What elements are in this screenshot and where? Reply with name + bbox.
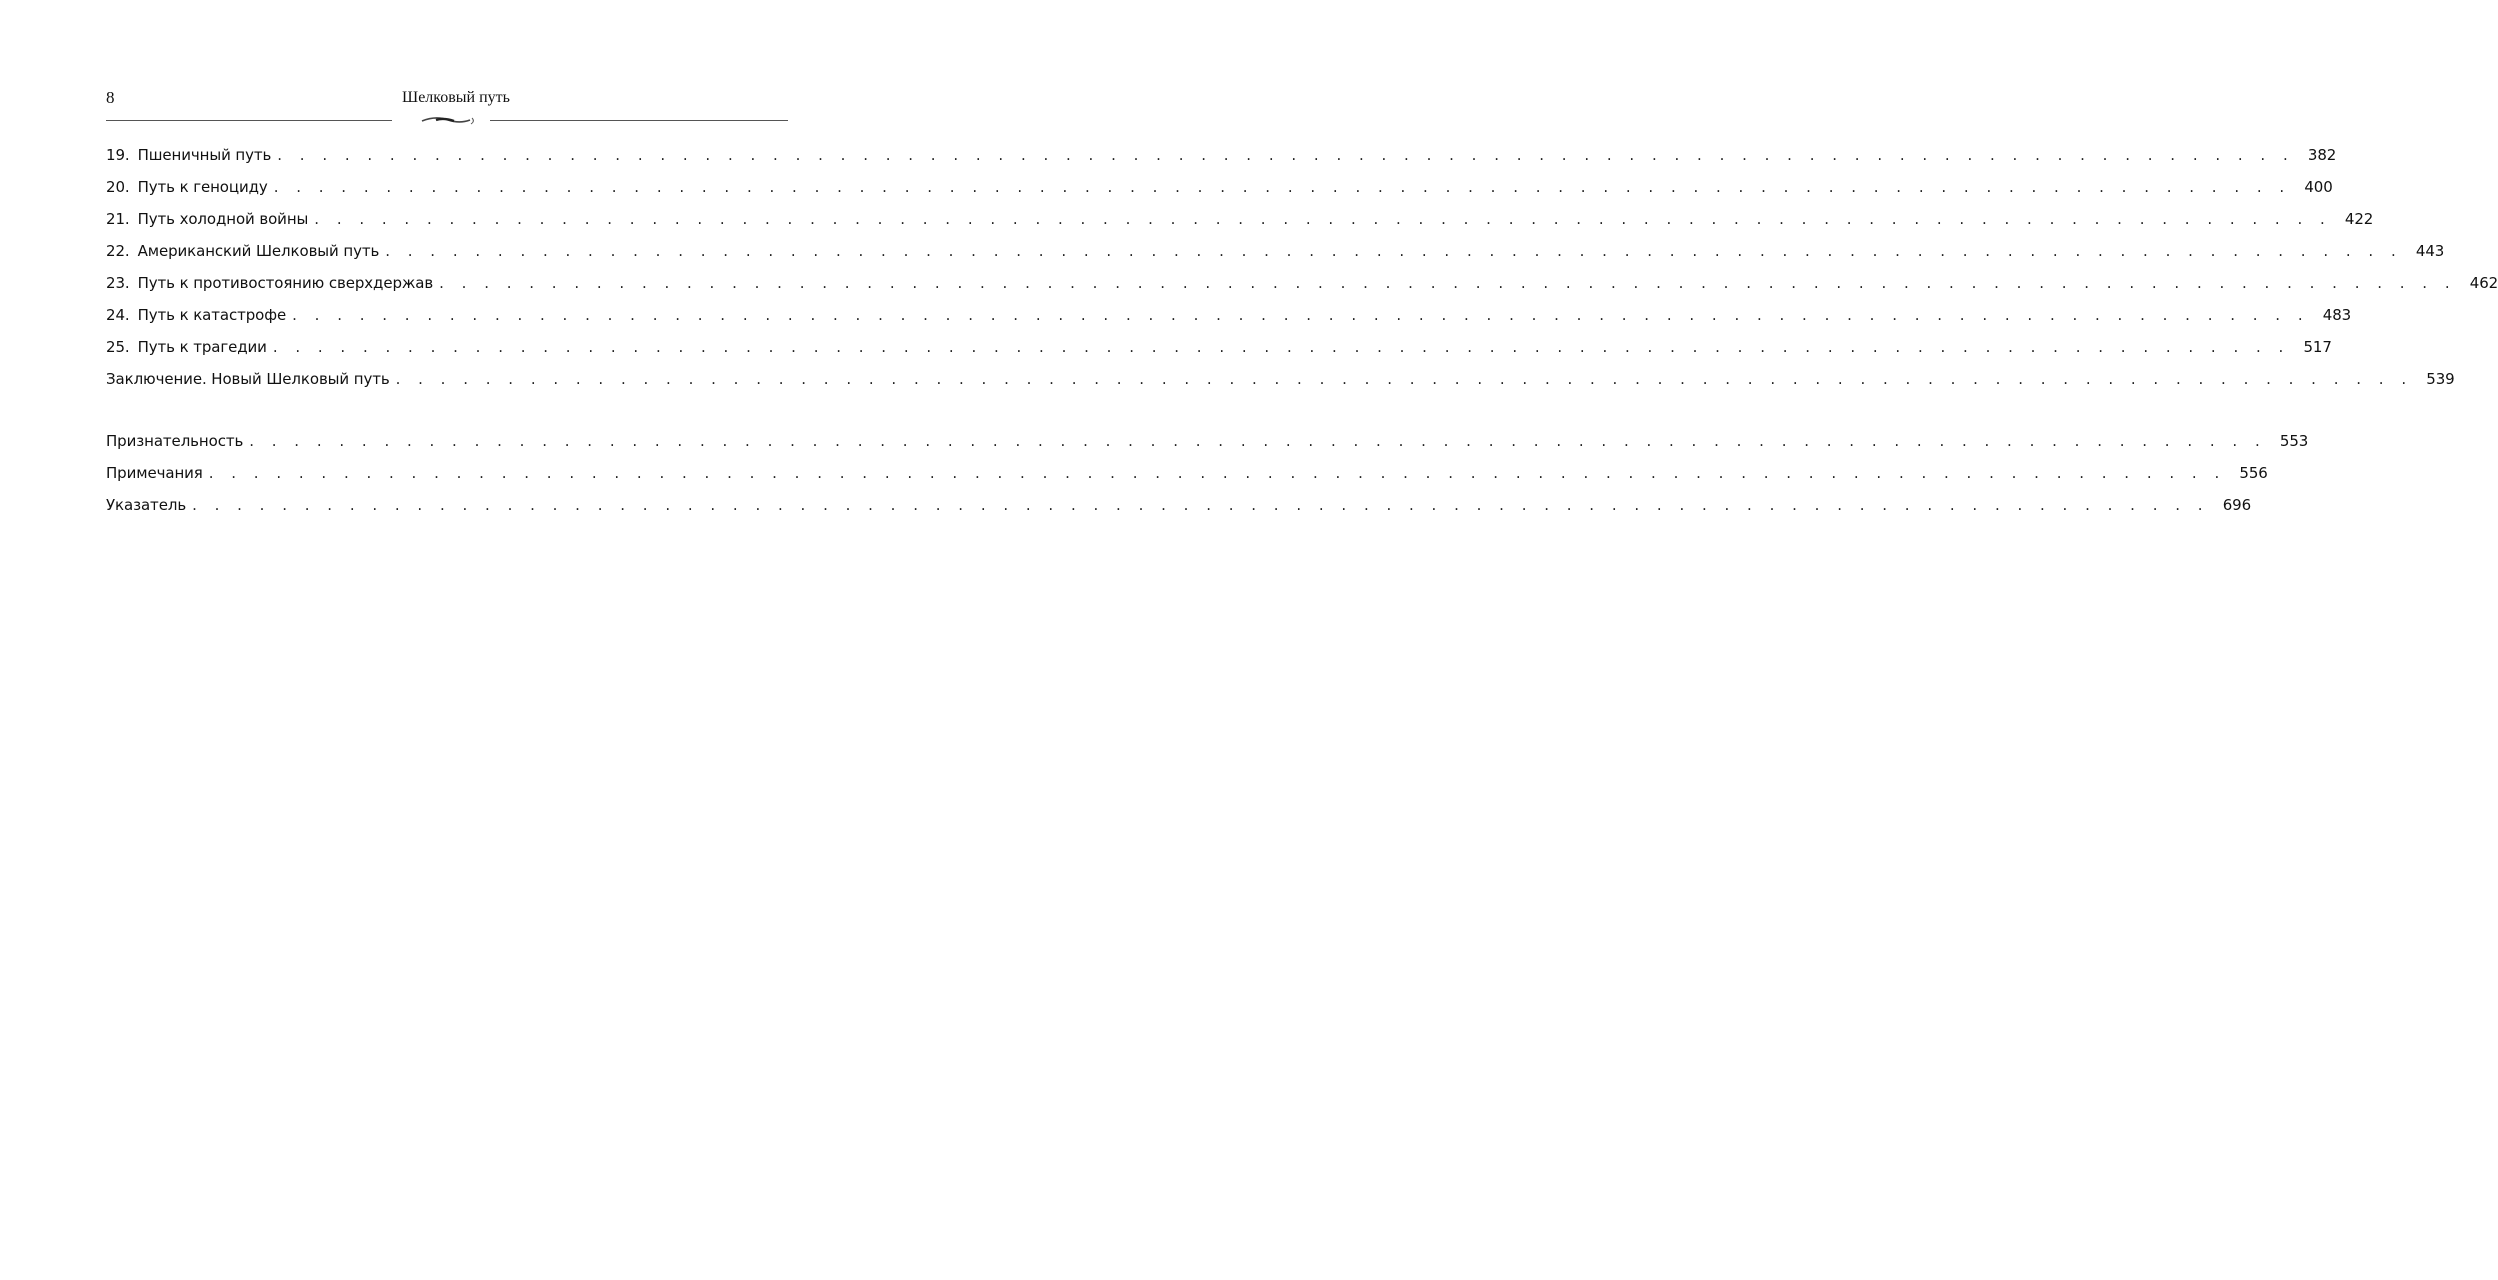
page-number: 8 [106, 88, 115, 107]
toc-entry[interactable] [106, 175, 2333, 207]
toc-entry-number: 23. [106, 274, 130, 292]
toc-entry-notes[interactable] [106, 461, 2268, 493]
toc-entry[interactable] [106, 271, 2498, 303]
page-header [106, 88, 788, 112]
toc-entry-page: 422 [2344, 210, 2374, 228]
header-rule-right [490, 120, 788, 121]
toc-entry[interactable] [106, 303, 2352, 335]
toc-entry-title [106, 175, 274, 199]
toc-entry-number: 22. [106, 242, 130, 260]
toc-entry-page: 462 [2469, 274, 2498, 292]
toc-entry-number: 25. [106, 338, 130, 356]
toc-entry-page: 400 [2304, 178, 2333, 196]
toc-entry[interactable] [106, 239, 2445, 271]
toc-leader-dots: . . . . . . . . . . . . . . . . . . . . . . . . . . . . . . . . . . . . . . . . . . . . . . . . . . . . . . . . . . . . . . . . . . . . . . . . . . . . . . . . . . . . . . . . . . [395, 370, 2413, 388]
toc-entry-label: Путь к трагедии [137, 338, 267, 356]
running-title: Шелковый путь [402, 89, 510, 106]
toc-entry-label: Путь к геноциду [137, 178, 268, 196]
toc-entry-number: 21. [106, 210, 130, 228]
toc-entry-page: 517 [2303, 338, 2332, 356]
toc-entry-label: Путь к противостоянию сверхдержав [137, 274, 434, 292]
toc-leader-dots: . . . . . . . . . . . . . . . . . . . . . . . . . . . . . . . . . . . . . . . . . . . . . . . . . . . . . . . . . . . . . . . . . . . . . . . . . . . . . . . . . . . . . . . . . . [314, 210, 2332, 228]
toc-entry-label: Заключение. Новый Шелковый путь [106, 367, 396, 391]
table-of-contents [106, 143, 2498, 525]
header-rule-left [106, 120, 392, 121]
toc-entry-number: 19. [106, 146, 130, 164]
toc-leader-dots: . . . . . . . . . . . . . . . . . . . . . . . . . . . . . . . . . . . . . . . . . . . . . . . . . . . . . . . . . . . . . . . . . . . . . . . . . . . . . . . . . . . . . . . . . . [192, 496, 2210, 514]
toc-entry-page: 556 [2239, 464, 2268, 482]
toc-entry-number: 24. [106, 306, 130, 324]
ornament-flourish-icon [418, 116, 478, 126]
toc-leader-dots: . . . . . . . . . . . . . . . . . . . . . . . . . . . . . . . . . . . . . . . . . . . . . . . . . . . . . . . . . . . . . . . . . . . . . . . . . . . . . . . . . . . . . . . . . . [385, 242, 2403, 260]
toc-leader-dots: . . . . . . . . . . . . . . . . . . . . . . . . . . . . . . . . . . . . . . . . . . . . . . . . . . . . . . . . . . . . . . . . . . . . . . . . . . . . . . . . . . . . . . . . . . [292, 306, 2310, 324]
toc-entry-label: Американский Шелковый путь [137, 242, 380, 260]
header-rule [106, 116, 788, 126]
toc-entry-page: 696 [2222, 496, 2252, 514]
toc-entry-title [106, 303, 292, 327]
toc-entry-page: 539 [2426, 370, 2455, 388]
toc-leader-dots: . . . . . . . . . . . . . . . . . . . . . . . . . . . . . . . . . . . . . . . . . . . . . . . . . . . . . . . . . . . . . . . . . . . . . . . . . . . . . . . . . . . . . . . . . . [249, 432, 2267, 450]
toc-entry-title [106, 143, 277, 167]
toc-entry-title [106, 207, 314, 231]
toc-entry-page: 443 [2415, 242, 2445, 260]
toc-entry-label: Путь холодной войны [137, 210, 309, 228]
toc-entry[interactable] [106, 207, 2374, 239]
toc-entry-title [106, 335, 273, 359]
toc-entry-title [106, 239, 385, 263]
toc-entry-page: 553 [2279, 432, 2309, 450]
toc-leader-dots: . . . . . . . . . . . . . . . . . . . . . . . . . . . . . . . . . . . . . . . . . . . . . . . . . . . . . . . . . . . . . . . . . . . . . . . . . . . . . . . . . . . . . . . . . . [439, 274, 2457, 292]
toc-entry-number: 20. [106, 178, 130, 196]
toc-entry[interactable] [106, 335, 2332, 367]
toc-entry-page: 483 [2322, 306, 2352, 324]
toc-leader-dots: . . . . . . . . . . . . . . . . . . . . . . . . . . . . . . . . . . . . . . . . . . . . . . . . . . . . . . . . . . . . . . . . . . . . . . . . . . . . . . . . . . . . . . . . . . [272, 338, 2290, 356]
toc-entry-label: Признательность [106, 429, 249, 453]
toc-entry-label: Пшеничный путь [137, 146, 272, 164]
toc-entry-page: 382 [2307, 146, 2337, 164]
toc-entry-label: Путь к катастрофе [137, 306, 287, 324]
toc-entry[interactable] [106, 143, 2337, 175]
toc-leader-dots: . . . . . . . . . . . . . . . . . . . . . . . . . . . . . . . . . . . . . . . . . . . . . . . . . . . . . . . . . . . . . . . . . . . . . . . . . . . . . . . . . . . . . . . . . . [277, 146, 2295, 164]
toc-leader-dots: . . . . . . . . . . . . . . . . . . . . . . . . . . . . . . . . . . . . . . . . . . . . . . . . . . . . . . . . . . . . . . . . . . . . . . . . . . . . . . . . . . . . . . . . . . [208, 464, 2226, 482]
toc-entry-label: Указатель [106, 493, 192, 517]
toc-entry-title [106, 271, 439, 295]
toc-entry-index[interactable] [106, 493, 2252, 525]
toc-entry-conclusion[interactable] [106, 367, 2455, 399]
toc-entry-acknowledgements[interactable] [106, 429, 2309, 461]
toc-entry-label: Примечания [106, 461, 209, 485]
toc-leader-dots: . . . . . . . . . . . . . . . . . . . . . . . . . . . . . . . . . . . . . . . . . . . . . . . . . . . . . . . . . . . . . . . . . . . . . . . . . . . . . . . . . . . . . . . . . . [273, 178, 2291, 196]
